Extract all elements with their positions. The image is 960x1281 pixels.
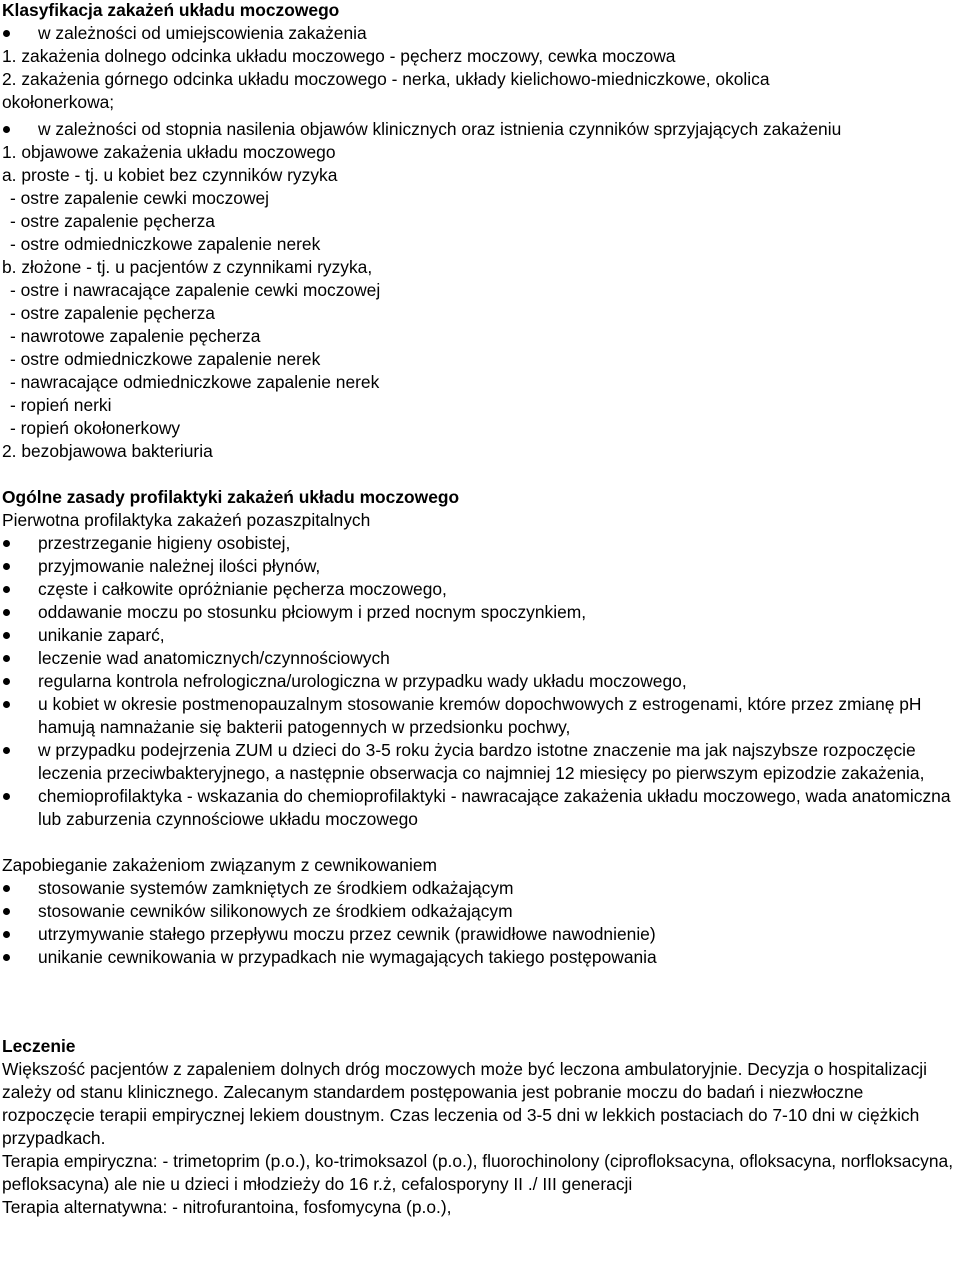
bullet-icon (2, 877, 38, 900)
bullet-item: stosowanie systemów zamkniętych ze środkiem odkażającym (2, 877, 958, 900)
list-item: - nawracające odmiedniczkowe zapalenie nerek (10, 372, 380, 392)
bullet-item: oddawanie moczu po stosunku płciowym i przed nocnym spoczynkiem, (2, 601, 958, 624)
bullet-icon (2, 647, 38, 670)
treatment-paragraph: Większość pacjentów z zapaleniem dolnych dróg moczowych może być leczona ambulatoryjnie. Decyzja o hospitalizacji zależy od stanu klinicznego. Zalecanym standardem postępowania jest pobranie moczu do badań i niezwłoczne rozpoczęcie terapii empirycznej lekiem doustnym. Czas leczenia od 3-5 dni w lekkich postaciach do 7-10 dni w ciężkich przypadkach. (2, 1059, 928, 1148)
list-item: 1. objawowe zakażenia układu moczowego (2, 142, 336, 162)
list-item: 2. zakażenia górnego odcinka układu moczowego - nerka, układy kielichowo-miedniczkowe, okolica (2, 69, 770, 89)
bullet-icon (2, 22, 38, 45)
bullet-icon (2, 693, 38, 716)
bullet-icon (2, 578, 38, 601)
empirical-therapy-paragraph: Terapia empiryczna: - trimetoprim (p.o.), ko-trimoksazol (p.o.), fluorochinolony (ciprofloksacyna, ofloksacyna, norfloksacyna, pefloksacyna) ale nie u dzieci i młodzieży do 16 r.ż, cefalosporyny II ./ III generacji (2, 1151, 954, 1194)
bullet-icon (2, 118, 38, 141)
list-item: - ostre zapalenie cewki moczowej (10, 188, 270, 208)
section-title-prophylaxis: Ogólne zasady profilaktyki zakażeń układu moczowego (2, 487, 460, 507)
bullet-icon (2, 946, 38, 969)
bullet-item: regularna kontrola nefrologiczna/urologiczna w przypadku wady układu moczowego, (2, 670, 958, 693)
list-item: - ostre zapalenie pęcherza (10, 211, 215, 231)
bullet-icon (2, 624, 38, 647)
bullet-item: w przypadku podejrzenia ZUM u dzieci do 3-5 roku życia bardzo istotne znaczenie ma jak najszybsze rozpoczęcie leczenia przeciwbakteryjnego, a następnie obserwacja co najmniej 12 miesięcy po pierwszym epizodzie zakażenia, (2, 739, 958, 785)
bullet-item: utrzymywanie stałego przepływu moczu przez cewnik (prawidłowe nawodnienie) (2, 923, 958, 946)
section-title-catheter: Zapobieganie zakażeniom związanym z cewnikowaniem (2, 855, 437, 875)
bullet-item: unikanie zaparć, (2, 624, 958, 647)
list-item: 1. zakażenia dolnego odcinka układu moczowego - pęcherz moczowy, cewka moczowa (2, 46, 676, 66)
list-item: - ropień okołonerkowy (10, 418, 181, 438)
bullet-icon (2, 670, 38, 693)
document-page (2, 0, 958, 1219)
list-item: - ostre odmiedniczkowe zapalenie nerek (10, 349, 321, 369)
bullet-item: unikanie cewnikowania w przypadkach nie wymagających takiego postępowania (2, 946, 958, 969)
list-item: - ostre zapalenie pęcherza (10, 303, 215, 323)
bullet-item: w zależności od stopnia nasilenia objawów klinicznych oraz istnienia czynników sprzyjających zakażeniu (2, 118, 958, 141)
complex-infections-list (2, 279, 958, 440)
catheter-list (2, 877, 958, 969)
list-item: b. złożone - tj. u pacjentów z czynnikami ryzyka, (2, 257, 373, 277)
bullet-item: chemioprofilaktyka - wskazania do chemioprofilaktyki - nawracające zakażenia układu moczowego, wada anatomiczna lub zaburzenia czynnościowe układu moczowego (2, 785, 958, 831)
bullet-icon (2, 785, 38, 808)
bullet-item: częste i całkowite opróżnianie pęcherza moczowego, (2, 578, 958, 601)
bullet-item: przyjmowanie należnej ilości płynów, (2, 555, 958, 578)
list-item: 2. bezobjawowa bakteriuria (2, 441, 213, 461)
bullet-icon (2, 555, 38, 578)
bullet-icon (2, 739, 38, 762)
bullet-item: przestrzeganie higieny osobistej, (2, 532, 958, 555)
bullet-icon (2, 532, 38, 555)
list-item: - ostre odmiedniczkowe zapalenie nerek (10, 234, 321, 254)
list-item: - ropień nerki (10, 395, 112, 415)
list-item-continuation: okołonerkowa; (2, 92, 115, 112)
section-title-treatment: Leczenie (2, 1036, 76, 1056)
bullet-icon (2, 900, 38, 923)
bullet-icon (2, 923, 38, 946)
bullet-icon (2, 601, 38, 624)
list-item: - ostre i nawracające zapalenie cewki moczowej (10, 280, 381, 300)
simple-infections-list (2, 187, 958, 256)
bullet-item: u kobiet w okresie postmenopauzalnym stosowanie kremów dopochwowych z estrogenami, które przez zmianę pH hamują namnażanie się bakterii patogennych w przedsionku pochwy, (2, 693, 958, 739)
section-title-classification: Klasyfikacja zakażeń układu moczowego (2, 0, 340, 20)
bullet-item: leczenie wad anatomicznych/czynnościowych (2, 647, 958, 670)
prophylaxis-list (2, 532, 958, 831)
bullet-item: stosowanie cewników silikonowych ze środkiem odkażającym (2, 900, 958, 923)
list-item: a. proste - tj. u kobiet bez czynników ryzyka (2, 165, 338, 185)
list-item: - nawrotowe zapalenie pęcherza (10, 326, 261, 346)
alternative-therapy-paragraph: Terapia alternatywna: - nitrofurantoina, fosfomycyna (p.o.), (2, 1197, 452, 1217)
section-subtitle: Pierwotna profilaktyka zakażeń pozaszpitalnych (2, 510, 371, 530)
bullet-item: w zależności od umiejscowienia zakażenia (2, 22, 958, 45)
